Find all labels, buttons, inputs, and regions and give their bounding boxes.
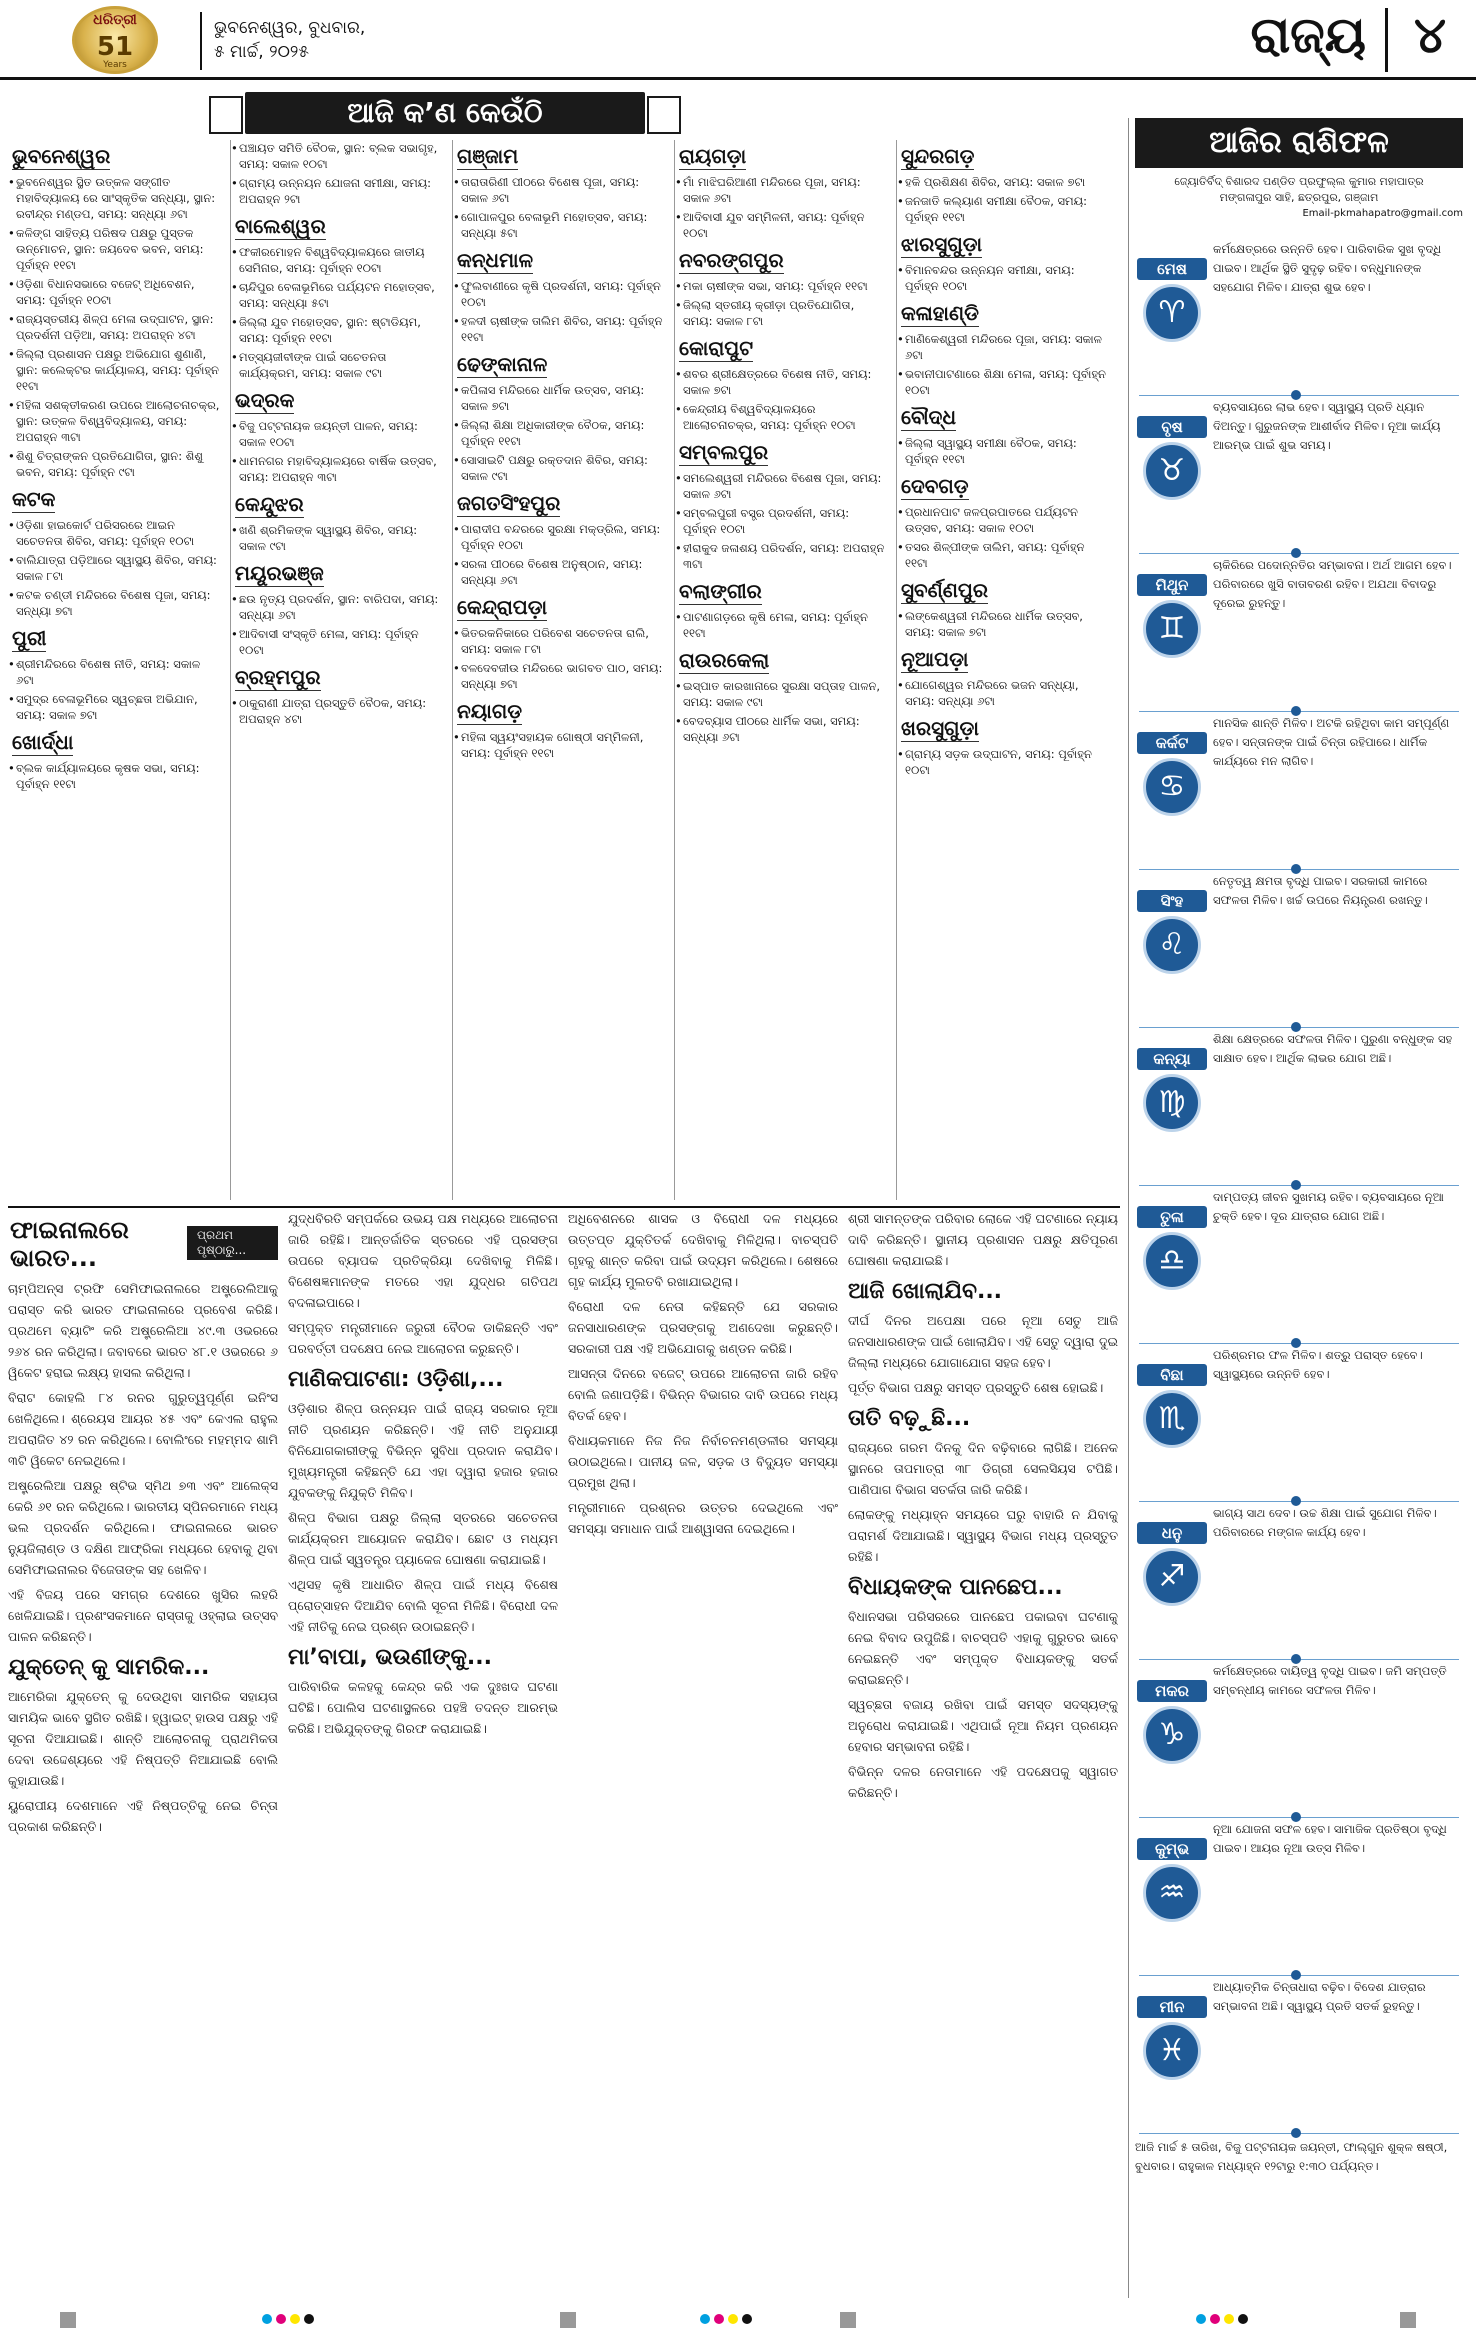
event-item: • ପଞ୍ଚାୟତ ସମିତି ବୈଠକ, ସ୍ଥାନ: ବ୍ଲକ ସଭାଗୃହ, ସମୟ: ସକାଳ ୧୦ଟା (231, 140, 448, 175)
city-heading: ଗଞ୍ଜାମ (457, 144, 519, 168)
article-paragraph: ଏହି ବିଜୟ ପରେ ସମଗ୍ର ଦେଶରେ ଖୁସିର ଲହରି ଖେଳିଯାଇଛି। ପ୍ରଶଂସକମାନେ ରାସ୍ତାକୁ ଓହ୍ଲାଇ ଉତ୍ସବ ପାଳନ କରିଛନ୍ତି। (8, 1587, 278, 1644)
zodiac-prediction: ଶିକ୍ଷା କ୍ଷେତ୍ରରେ ସଫଳତା ମିଳିବ। ପୁରୁଣା ବନ୍ଧୁଙ୍କ ସହ ସାକ୍ଷାତ ହେବ। ଆର୍ଥିକ ଲାଭର ଯୋଗ ଅଛି। (1213, 1032, 1453, 1065)
city-heading: ବ୍ରହ୍ମପୁର (235, 665, 321, 689)
city-heading: ଭଦ୍ରକ (235, 388, 295, 412)
event-item: • ବେଦବ୍ୟାସ ପୀଠରେ ଧାର୍ମିକ ସଭା, ସମୟ: ସନ୍ଧ୍ୟା ୬ଟା (675, 713, 892, 748)
zodiac-prediction: ଆଧ୍ୟାତ୍ମିକ ଚିନ୍ତାଧାରା ବଢ଼ିବ। ବିଦେଶ ଯାତ୍ରାର ସମ୍ଭାବନା ଅଛି। ସ୍ୱାସ୍ଥ୍ୟ ପ୍ରତି ସତର୍କ ରୁହନ୍ତୁ। (1213, 1980, 1426, 2013)
zodiac-entry (1129, 552, 1469, 710)
city-heading: ଢେଙ୍କାନାଳ (457, 352, 548, 376)
zodiac-prediction: ନୂଆ ଯୋଜନା ସଫଳ ହେବ। ସାମାଜିକ ପ୍ରତିଷ୍ଠା ବୃଦ୍ଧି ପାଇବ। ଆୟର ନୂଆ ଉତ୍ସ ମିଳିବ। (1213, 1822, 1447, 1855)
zodiac-entry (1129, 1974, 1469, 2132)
zodiac-entry (1129, 1184, 1469, 1342)
event-item: • ହକି ପ୍ରଶିକ୍ଷଣ ଶିବିର, ସମୟ: ସକାଳ ୭ଟା (897, 174, 1114, 193)
event-item: • ମକା ଚାଷୀଙ୍କ ସଭା, ସମୟ: ପୂର୍ବାହ୍ନ ୧୧ଟା (675, 278, 892, 297)
zodiac-name: ମକର (1137, 1680, 1207, 1702)
headline-final[interactable]: ଫାଇନାଲରେ ଭାରତ... (10, 1216, 129, 1272)
article-final-body (8, 1278, 278, 1647)
zodiac-entry (1129, 868, 1469, 1026)
zodiac-entry (1129, 710, 1469, 868)
zodiac-badge (1137, 1680, 1207, 1764)
article-paragraph: ଅଷ୍ଟ୍ରେଲିଆ ପକ୍ଷରୁ ଷ୍ଟିଭ ସ୍ମିଥ ୭୩ ଏବଂ ଆଲେକ୍ସ କେରି ୬୧ ରନ କରିଥିଲେ। ଭାରତୀୟ ସ୍ପିନରମାନେ ମଧ୍ୟ ଭଲ ପ୍ରଦର୍ଶନ କରିଥିଲେ। ଫାଇନାଲରେ ଭାରତ ନ୍ୟୁଜିଲାଣ୍ଡ ଓ ଦକ୍ଷିଣ ଆଫ୍ରିକା ମଧ୍ୟରେ ହେବାକୁ ଥିବା ସେମିଫାଇନାଲର ବିଜେତାଙ୍କ ସହ ଖେଳିବ। (8, 1478, 278, 1577)
zodiac-badge (1137, 574, 1207, 658)
event-item: • ମାଣିକେଶ୍ୱରୀ ମନ୍ଦିରରେ ପୂଜା, ସମୟ: ସକାଳ ୬ଟା (897, 331, 1114, 366)
article-paragraph: ଶିଳ୍ପ ବିଭାଗ ପକ୍ଷରୁ ଜିଲ୍ଲା ସ୍ତରରେ ସଚେତନତା କାର୍ଯ୍ୟକ୍ରମ ଆୟୋଜନ କରାଯିବ। ଛୋଟ ଓ ମଧ୍ୟମ ଶିଳ୍ପ ପାଇଁ ସ୍ୱତନ୍ତ୍ର ପ୍ୟାକେଜ ଘୋଷଣା କରାଯାଇଛି। (288, 1510, 558, 1567)
event-item: • ଶିଶୁ ଚିତ୍ରାଙ୍କନ ପ୍ରତିଯୋଗିତା, ସ୍ଥାନ: ଶିଶୁ ଭବନ, ସମୟ: ପୂର୍ବାହ୍ନ ୯ଟା (8, 448, 226, 483)
city-heading: କଟକ (12, 487, 56, 511)
city-heading: ମୟୂରଭଞ୍ଜ (235, 561, 324, 585)
zodiac-prediction: କର୍ମକ୍ଷେତ୍ରରେ ଉନ୍ନତି ହେବ। ପାରିବାରିକ ସୁଖ ବୃଦ୍ଧି ପାଇବ। ଆର୍ଥିକ ସ୍ଥିତି ସୁଦୃଢ଼ ରହିବ। ବନ୍ଧୁମାନଙ୍କ ସହଯୋଗ ମିଳିବ। ଯାତ୍ରା ଶୁଭ ହେବ। (1213, 242, 1442, 294)
event-item: • ଓଡ଼ିଶା ବିଧାନସଭାରେ ବଜେଟ୍ ଅଧିବେଶନ, ସମୟ: ପୂର୍ବାହ୍ନ ୧୦ଟା (8, 276, 226, 311)
article-paragraph: ପୂର୍ତ୍ତ ବିଭାଗ ପକ୍ଷରୁ ସମସ୍ତ ପ୍ରସ୍ତୁତି ଶେଷ ହୋଇଛି। (848, 1380, 1104, 1395)
zodiac-prediction: ଚାକିରିରେ ପଦୋନ୍ନତିର ସମ୍ଭାବନା। ଅର୍ଥ ଆଗମ ହେବ। ପରିବାରରେ ଖୁସି ବାତାବରଣ ରହିବ। ଅଯଥା ବିବାଦରୁ ଦୂରେଇ ରୁହନ୍ତୁ। (1213, 558, 1452, 610)
article-paragraph: ସ୍ୱଚ୍ଛତା ବଜାୟ ରଖିବା ପାଇଁ ସମସ୍ତ ସଦସ୍ୟଙ୍କୁ ଅନୁରୋଧ କରାଯାଇଛି। ଏଥିପାଇଁ ନୂଆ ନିୟମ ପ୍ରଣୟନ ହେବାର ସମ୍ଭାବନା ରହିଛି। (848, 1697, 1118, 1754)
dateline-date: ୫ ମାର୍ଚ୍ଚ, ୨୦୨୫ (214, 42, 309, 62)
event-item: • ଜିଲ୍ଲା ସ୍ୱାସ୍ଥ୍ୟ ସମୀକ୍ଷା ବୈଠକ, ସମୟ: ପୂର୍ବାହ୍ନ ୧୧ଟା (897, 435, 1114, 470)
section-divider (1385, 8, 1388, 72)
article-heat-body (848, 1437, 1118, 1567)
event-item: • ଜିଲ୍ଲା ସ୍ତରୀୟ କ୍ରୀଡ଼ା ପ୍ରତିଯୋଗିତା, ସମୟ: ସକାଳ ୮ଟା (675, 297, 892, 332)
headline-mla[interactable]: ବିଧାୟକଙ୍କ ପାନଛେପ... (848, 1575, 1063, 1600)
article-paragraph: ଏଥିସହ କୃଷି ଆଧାରିତ ଶିଳ୍ପ ପାଇଁ ମଧ୍ୟ ବିଶେଷ ପ୍ରୋତ୍ସାହନ ଦିଆଯିବ ବୋଲି ସୂଚନା ମିଳିଛି। ବିରୋଧୀ ଦଳ ଏହି ନୀତିକୁ ନେଇ ପ୍ରଶ୍ନ ଉଠାଇଛନ୍ତି। (288, 1577, 558, 1634)
news-column-1 (8, 1208, 278, 2298)
city-heading: ଖରସୁଗୁଡ଼ା (901, 716, 979, 740)
event-item: • ଠାକୁରାଣୀ ଯାତ୍ରା ପ୍ରସ୍ତୁତି ବୈଠକ, ସମୟ: ଅପରାହ୍ନ ୪ଟା (231, 695, 448, 730)
events-banner: ଆଜି କ’ଣ କେଉଁଠି (245, 92, 645, 134)
headline-manikapatna[interactable]: ମାଣିକପାଟଣା: ଓଡ଼ିଶା,... (288, 1367, 504, 1392)
article-continued-body (288, 1208, 558, 1359)
event-item: • ପ୍ରଧାନପାଟ ଜଳପ୍ରପାତରେ ପର୍ଯ୍ୟଟନ ଉତ୍ସବ, ସମୟ: ସକାଳ ୧୦ଟା (897, 504, 1114, 539)
scorpio-icon: ♏ (1143, 1390, 1201, 1448)
headline-opening[interactable]: ଆଜି ଖୋଲାଯିବ... (848, 1279, 1003, 1304)
article-opening-body (848, 1310, 1118, 1398)
events-column (230, 140, 448, 1200)
article-paragraph: ରାଜ୍ୟରେ ଗରମ ଦିନକୁ ଦିନ ବଢ଼ିବାରେ ଲାଗିଛି। ଅନେକ ସ୍ଥାନରେ ତାପମାତ୍ରା ୩୮ ଡିଗ୍ରୀ ସେଲସିୟସ ଟପିଛି। ପାଣିପାଗ ବିଭାଗ ସତର୍କତା ଜାରି କରିଛି। (848, 1440, 1118, 1497)
city-heading: କୋରାପୁଟ (679, 336, 754, 360)
event-item: • ଜନଜାତି କଲ୍ୟାଣ ସମୀକ୍ଷା ବୈଠକ, ସମୟ: ପୂର୍ବାହ୍ନ ୧୧ଟା (897, 193, 1114, 228)
event-item: • ଭବାନୀପାଟଣାରେ ଶିକ୍ଷା ମେଳା, ସମୟ: ପୂର୍ବାହ୍ନ ୧୦ଟା (897, 366, 1114, 401)
zodiac-name: ସିଂହ (1137, 890, 1207, 912)
taurus-icon: ♉ (1143, 442, 1201, 500)
horoscope-title: ଆଜିର ରାଶିଫଳ (1135, 118, 1463, 168)
event-item: • ହୀରାକୁଦ ଜଳାଶୟ ପରିଦର୍ଶନ, ସମୟ: ଅପରାହ୍ନ ୩ଟା (675, 540, 892, 575)
zodiac-badge (1137, 890, 1207, 974)
article-paragraph: ମନ୍ତ୍ରୀମାନେ ପ୍ରଶ୍ନର ଉତ୍ତର ଦେଇଥିଲେ ଏବଂ ସମସ୍ୟା ସମାଧାନ ପାଇଁ ଆଶ୍ୱାସନା ଦେଇଥିଲେ। (568, 1500, 838, 1536)
event-item: • ବିମାନବନ୍ଦର ଉନ୍ନୟନ ସମୀକ୍ଷା, ସମୟ: ପୂର୍ବାହ୍ନ ୧୦ଟା (897, 262, 1114, 297)
article-paragraph: ଯୁଦ୍ଧବିରତି ସମ୍ପର୍କରେ ଉଭୟ ପକ୍ଷ ମଧ୍ୟରେ ଆଲୋଚନା ଜାରି ରହିଛି। ଆନ୍ତର୍ଜାତିକ ସ୍ତରରେ ଏହି ପ୍ରସଙ୍ଗ ଉପରେ ବ୍ୟାପକ ପ୍ରତିକ୍ରିୟା ଦେଖିବାକୁ ମିଳିଛି। ବିଶେଷଜ୍ଞମାନଙ୍କ ମତରେ ଏହା ଯୁଦ୍ଧର ଗତିପଥ ବଦଳାଇପାରେ। (288, 1211, 558, 1310)
event-item: • ମହିଳା ସଶକ୍ତୀକରଣ ଉପରେ ଆଲୋଚନାଚକ୍ର, ସ୍ଥାନ: ଉତ୍କଳ ବିଶ୍ୱବିଦ୍ୟାଳୟ, ସମୟ: ଅପରାହ୍ନ ୩ଟା (8, 397, 226, 448)
event-item: • ସୋସାଇଟି ପକ୍ଷରୁ ରକ୍ତଦାନ ଶିବିର, ସମୟ: ସକାଳ ୯ଟା (453, 452, 670, 487)
zodiac-name: କୁମ୍ଭ (1137, 1838, 1207, 1860)
dateline (214, 16, 365, 64)
cmyk-dots (700, 2314, 752, 2330)
news-column-4 (848, 1208, 1118, 2298)
city-heading: ବୌଦ୍ଧ (901, 405, 956, 429)
city-heading: କେନ୍ଦ୍ରାପଡ଼ା (457, 595, 548, 619)
logo-brand: ଧରିତ୍ରୀ (93, 12, 137, 28)
event-item: • ମହିଳା ସ୍ୱୟଂସହାୟକ ଗୋଷ୍ଠୀ ସମ୍ମିଳନୀ, ସମୟ: ପୂର୍ବାହ୍ନ ୧୧ଟା (453, 729, 670, 764)
event-item: • ବିଜୁ ପଟ୍ଟନାୟକ ଜୟନ୍ତୀ ପାଳନ, ସମୟ: ସକାଳ ୧୦ଟା (231, 418, 448, 453)
gemini-icon: ♊ (1143, 600, 1201, 658)
event-item: • ଧାମନଗର ମହାବିଦ୍ୟାଳୟରେ ବାର୍ଷିକ ଉତ୍ସବ, ସମୟ: ଅପରାହ୍ନ ୩ଟା (231, 453, 448, 488)
article-assembly-body (568, 1208, 838, 1539)
events-column (452, 140, 670, 1200)
city-heading: ସମ୍ବଲପୁର (679, 440, 769, 464)
zodiac-name: ମିଥୁନ (1137, 574, 1207, 596)
event-item: • ଖଣି ଶ୍ରମିକଙ୍କ ସ୍ୱାସ୍ଥ୍ୟ ଶିବିର, ସମୟ: ସକାଳ ୯ଟା (231, 522, 448, 557)
article-paragraph: ବିଭିନ୍ନ ଦଳର ନେତାମାନେ ଏହି ପଦକ୍ଷେପକୁ ସ୍ୱାଗତ କରିଛନ୍ତି। (848, 1764, 1118, 1800)
cmyk-dots (1196, 2314, 1248, 2330)
zodiac-prediction: ପରିଶ୍ରମର ଫଳ ମିଳିବ। ଶତ୍ରୁ ପରାସ୍ତ ହେବେ। ସ୍ୱାସ୍ଥ୍ୟରେ ଉନ୍ନତି ହେବ। (1213, 1348, 1423, 1381)
gray-swatch (840, 2312, 856, 2328)
zodiac-badge (1137, 1048, 1207, 1132)
event-item: • ଜିଲ୍ଲା ଶିକ୍ଷା ଅଧିକାରୀଙ୍କ ବୈଠକ, ସମୟ: ପୂର୍ବାହ୍ନ ୧୧ଟା (453, 417, 670, 452)
article-mla-body (848, 1606, 1118, 1803)
astrologer-address: ମଙ୍ଗଳାପୁର ସାହି, ଛତ୍ରପୁର, ଗଞ୍ଜାମ (1219, 191, 1379, 204)
event-item: • ସରଳା ପୀଠରେ ବିଶେଷ ଅନୁଷ୍ଠାନ, ସମୟ: ସନ୍ଧ୍ୟା ୬ଟା (453, 556, 670, 591)
virgo-icon: ♍ (1143, 1074, 1201, 1132)
zodiac-name: ଧନୁ (1137, 1522, 1207, 1544)
article-samanta-body (848, 1208, 1118, 1271)
event-item: • ରାଜ୍ୟସ୍ତରୀୟ ଶିଳ୍ପ ମେଳା ଉଦ୍‌ଘାଟନ, ସ୍ଥାନ: ପ୍ରଦର୍ଶନୀ ପଡ଼ିଆ, ସମୟ: ଅପରାହ୍ନ ୪ଟା (8, 311, 226, 346)
gray-swatch (1400, 2312, 1416, 2328)
city-heading: ଭୁବନେଶ୍ୱର (12, 144, 111, 168)
zodiac-name: କର୍କଟ (1137, 732, 1207, 754)
event-item: • ଛଉ ନୃତ୍ୟ ପ୍ରଦର୍ଶନ, ସ୍ଥାନ: ବାରିପଦା, ସମୟ: ସନ୍ଧ୍ୟା ୬ଟା (231, 591, 448, 626)
zodiac-entry (1129, 394, 1469, 552)
event-item: • କେନ୍ଦ୍ରୀୟ ବିଶ୍ୱବିଦ୍ୟାଳୟରେ ଆଲୋଚନାଚକ୍ର, ସମୟ: ପୂର୍ବାହ୍ନ ୧୦ଟା (675, 401, 892, 436)
city-heading: ବଲାଙ୍ଗୀର (679, 579, 762, 603)
event-item: • ଭିତରକନିକାରେ ପରିବେଶ ସଚେତନତା ରାଲି, ସମୟ: ସକାଳ ୮ଟା (453, 625, 670, 660)
event-item: • ପାରାଦୀପ ବନ୍ଦରରେ ସୁରକ୍ଷା ମକ୍‌ଡ୍ରିଲ, ସମୟ: ପୂର୍ବାହ୍ନ ୧୦ଟା (453, 521, 670, 556)
article-parents-body (288, 1676, 558, 1739)
event-item: • ଲଙ୍କେଶ୍ୱରୀ ମନ୍ଦିରରେ ଧାର୍ମିକ ଉତ୍ସବ, ସମୟ: ସକାଳ ୭ଟା (897, 608, 1114, 643)
aquarius-icon: ♒ (1143, 1864, 1201, 1922)
city-heading: ନୂଆପଡ଼ା (901, 647, 969, 671)
city-heading: ନୟାଗଡ଼ (457, 699, 523, 723)
cancer-icon: ♋ (1143, 758, 1201, 816)
article-paragraph: ଆସନ୍ତା ଦିନରେ ବଜେଟ୍ ଉପରେ ଆଲୋଚନା ଜାରି ରହିବ ବୋଲି ଜଣାପଡ଼ିଛି। ବିଭିନ୍ନ ବିଭାଗର ଦାବି ଉପରେ ମଧ୍ୟ ବିତର୍କ ହେବ। (568, 1366, 838, 1423)
article-paragraph: ବିଧାୟକମାନେ ନିଜ ନିଜ ନିର୍ବାଚନମଣ୍ଡଳୀର ସମସ୍ୟା ଉଠାଇଥିଲେ। ପାନୀୟ ଜଳ, ସଡ଼କ ଓ ବିଦ୍ୟୁତ ସମସ୍ୟା ପ୍ରମୁଖ ଥିଲା। (568, 1433, 838, 1490)
article-paragraph: ଅଧିବେଶନରେ ଶାସକ ଓ ବିରୋଧୀ ଦଳ ମଧ୍ୟରେ ଉତ୍ତପ୍ତ ଯୁକ୍ତିତର୍କ ଦେଖିବାକୁ ମିଳିଥିଲା। ବାଚସ୍ପତି ଗୃହକୁ ଶାନ୍ତ କରିବା ପାଇଁ ଉଦ୍ୟମ କରିଥିଲେ। ଶେଷରେ ଗୃହ କାର୍ଯ୍ୟ ମୁଲତବି ରଖାଯାଇଥିଲା। (568, 1211, 838, 1289)
astrologer-email: Email-pkmahapatro@gmail.com (1302, 208, 1463, 219)
event-item: • ଆଦିବାସୀ ସଂସ୍କୃତି ମେଳା, ସମୟ: ପୂର୍ବାହ୍ନ ୧୦ଟା (231, 626, 448, 661)
event-item: • ଚାନ୍ଦିପୁର ବେଳାଭୂମିରେ ପର୍ଯ୍ୟଟନ ମହୋତ୍ସବ, ସମୟ: ସନ୍ଧ୍ୟା ୫ଟା (231, 279, 448, 314)
logo-years: Years (103, 60, 127, 70)
gray-swatch (60, 2312, 76, 2328)
event-item: • ଓଡ଼ିଶା ହାଇକୋର୍ଟ ପରିସରରେ ଆଇନ ସଚେତନତା ଶିବିର, ସମୟ: ପୂର୍ବାହ୍ନ ୧୦ଟା (8, 517, 226, 552)
event-item: • କପିଳାସ ମନ୍ଦିରରେ ଧାର୍ମିକ ଉତ୍ସବ, ସମୟ: ସକାଳ ୭ଟା (453, 382, 670, 417)
zodiac-prediction: ବ୍ୟବସାୟରେ ଲାଭ ହେବ। ସ୍ୱାସ୍ଥ୍ୟ ପ୍ରତି ଧ୍ୟାନ ଦିଅନ୍ତୁ। ଗୁରୁଜନଙ୍କ ଆଶୀର୍ବାଦ ମିଳିବ। ନୂଆ କାର୍ଯ୍ୟ ଆରମ୍ଭ ପାଇଁ ଶୁଭ ସମୟ। (1213, 400, 1441, 452)
city-heading: ନବରଙ୍ଗପୁର (679, 248, 784, 272)
city-heading: ଖୋର୍ଦ୍ଧା (12, 730, 74, 754)
article-paragraph: ଆମେରିକା ଯୁକ୍ତେନ୍ କୁ ଦେଉଥିବା ସାମରିକ ସହାୟତା ସାମୟିକ ଭାବେ ସ୍ଥଗିତ ରଖିଛି। ହ୍ୱାଇଟ୍ ହାଉସ ପକ୍ଷରୁ ଏହି ସୂଚନା ଦିଆଯାଇଛି। ଶାନ୍ତି ଆଲୋଚନାକୁ ପ୍ରାଥମିକତା ଦେବା ଉଦ୍ଦେଶ୍ୟରେ ଏହି ନିଷ୍ପତ୍ତି ନିଆଯାଇଛି ବୋଲି କୁହାଯାଉଛି। (8, 1689, 278, 1788)
libra-icon: ♎ (1143, 1232, 1201, 1290)
article-paragraph: ପାରିବାରିକ କଳହକୁ କେନ୍ଦ୍ର କରି ଏକ ଦୁଃଖଦ ଘଟଣା ଘଟିଛି। ପୋଲିସ ଘଟଣାସ୍ଥଳରେ ପହଞ୍ଚି ତଦନ୍ତ ଆରମ୍ଭ କରିଛି। ଅଭିଯୁକ୍ତଙ୍କୁ ଗିରଫ କରାଯାଇଛି। (288, 1679, 558, 1736)
event-item: • ଆଦିବାସୀ ଯୁବ ସମ୍ମିଳନୀ, ସମୟ: ପୂର୍ବାହ୍ନ ୧୦ଟା (675, 209, 892, 244)
event-item: • ଜିଲ୍ଲା ଯୁବ ମହୋତ୍ସବ, ସ୍ଥାନ: ଷ୍ଟାଡିୟମ, ସମୟ: ପୂର୍ବାହ୍ନ ୧୧ଟା (231, 314, 448, 349)
article-paragraph: ୟୁରୋପୀୟ ଦେଶମାନେ ଏହି ନିଷ୍ପତ୍ତିକୁ ନେଇ ଚିନ୍ତା ପ୍ରକାଶ କରିଛନ୍ତି। (8, 1798, 278, 1834)
zodiac-name: ମେଷ (1137, 258, 1207, 280)
event-item: • ହଳଦୀ ଚାଷୀଙ୍କ ତାଲିମ ଶିବିର, ସମୟ: ପୂର୍ବାହ୍ନ ୧୧ଟା (453, 313, 670, 348)
event-item: • କଟକ ଚଣ୍ଡୀ ମନ୍ଦିରରେ ବିଶେଷ ପୂଜା, ସମୟ: ସନ୍ଧ୍ୟା ୭ଟା (8, 587, 226, 622)
dateline-place-day: ଭୁବନେଶ୍ୱର, ବୁଧବାର, (214, 18, 366, 38)
event-item: • ମତ୍ସ୍ୟଜୀବୀଙ୍କ ପାଇଁ ସଚେତନତା କାର୍ଯ୍ୟକ୍ରମ, ସମୟ: ସକାଳ ୯ଟା (231, 349, 448, 384)
event-item: • ବ୍ଲକ କାର୍ଯ୍ୟାଳୟରେ କୃଷକ ସଭା, ସମୟ: ପୂର୍ବାହ୍ନ ୧୧ଟା (8, 760, 226, 795)
event-item: • ତାରାତାରିଣୀ ପୀଠରେ ବିଶେଷ ପୂଜା, ସମୟ: ସକାଳ ୬ଟା (453, 174, 670, 209)
event-item: • ସମୁଦ୍ର ବେଳାଭୂମିରେ ସ୍ୱଚ୍ଛତା ଅଭିଯାନ, ସମୟ: ସକାଳ ୭ଟା (8, 691, 226, 726)
continued-tag: ପ୍ରଥମ ପୃଷ୍ଠାରୁ... (187, 1226, 278, 1260)
event-item: • ଗ୍ରାମ୍ୟ ଉନ୍ନୟନ ଯୋଜନା ସମୀକ୍ଷା, ସମୟ: ଅପରାହ୍ନ ୨ଟା (231, 175, 448, 210)
zodiac-name: କନ୍ୟା (1137, 1048, 1207, 1070)
news-column-2 (288, 1208, 558, 2298)
event-item: • କଳିଙ୍ଗ ସାହିତ୍ୟ ପରିଷଦ ପକ୍ଷରୁ ପୁସ୍ତକ ଉନ୍ମୋଚନ, ସ୍ଥାନ: ଜୟଦେବ ଭବନ, ସମୟ: ପୂର୍ବାହ୍ନ ୧୧ଟା (8, 225, 226, 276)
city-heading: ଦେବଗଡ଼ (901, 474, 969, 498)
city-heading: ଜଗତସିଂହପୁର (457, 491, 561, 515)
article-paragraph: ବିରୋଧୀ ଦଳ ନେତା କହିଛନ୍ତି ଯେ ସରକାର ଜନସାଧାରଣଙ୍କ ପ୍ରସଙ୍ଗକୁ ଅଣଦେଖା କରୁଛନ୍ତି। ସରକାରୀ ପକ୍ଷ ଏହି ଅଭିଯୋଗକୁ ଖଣ୍ଡନ କରିଛି। (568, 1299, 838, 1356)
anniversary-logo (50, 6, 180, 74)
zodiac-badge (1137, 1996, 1207, 2080)
astrologer-info (1135, 174, 1463, 222)
event-item: • ସମଲେଶ୍ୱରୀ ମନ୍ଦିରରେ ବିଶେଷ ପୂଜା, ସମୟ: ସକାଳ ୬ଟା (675, 470, 892, 505)
event-item: • ବାଲିଯାତ୍ରା ପଡ଼ିଆରେ ସ୍ୱାସ୍ଥ୍ୟ ଶିବିର, ସମୟ: ସକାଳ ୮ଟା (8, 552, 226, 587)
zodiac-prediction: ନେତୃତ୍ୱ କ୍ଷମତା ବୃଦ୍ଧି ପାଇବ। ସରକାରୀ କାମରେ ସଫଳତା ମିଳିବ। ଖର୍ଚ୍ଚ ଉପରେ ନିୟନ୍ତ୍ରଣ ରଖନ୍ତୁ। (1213, 874, 1428, 907)
event-item: • ଇସ୍ପାତ କାରଖାନାରେ ସୁରକ୍ଷା ସପ୍ତାହ ପାଳନ, ସମୟ: ସକାଳ ୯ଟା (675, 678, 892, 713)
logo-number: 51 (96, 32, 134, 62)
events-column (896, 140, 1114, 1200)
horoscope-panel (1128, 118, 1468, 2298)
events-column (8, 140, 226, 1200)
event-item: • ଗ୍ରାମ୍ୟ ସଡ଼କ ଉଦ୍‌ଘାଟନ, ସମୟ: ପୂର୍ବାହ୍ନ ୧୦ଟା (897, 746, 1114, 781)
zodiac-badge (1137, 732, 1207, 816)
news-section (8, 1206, 1120, 2296)
zodiac-prediction: କର୍ମକ୍ଷେତ୍ରରେ ଦାୟିତ୍ୱ ବୃଦ୍ଧି ପାଇବ। ଜମି ସମ୍ପତ୍ତି ସମ୍ବନ୍ଧୀୟ କାମରେ ସଫଳତା ମିଳିବ। (1213, 1664, 1447, 1697)
zodiac-entry (1129, 1816, 1469, 1974)
gray-swatch (560, 2312, 576, 2328)
zodiac-badge (1137, 1206, 1207, 1290)
zodiac-entry (1129, 1026, 1469, 1184)
event-item: • ଜିଲ୍ଲା ପ୍ରଶାସନ ପକ୍ଷରୁ ଅଭିଯୋଗ ଶୁଣାଣି, ସ୍ଥାନ: କଲେକ୍ଟର କାର୍ଯ୍ୟାଳୟ, ସମୟ: ପୂର୍ବାହ୍ନ ୧୧ଟା (8, 346, 226, 397)
capricorn-icon: ♑ (1143, 1706, 1201, 1764)
article-paragraph: ଚାମ୍ପିଅନ୍ସ ଟ୍ରଫି ସେମିଫାଇନାଲରେ ଅଷ୍ଟ୍ରେଲିଆକୁ ପରାସ୍ତ କରି ଭାରତ ଫାଇନାଲରେ ପ୍ରବେଶ କରିଛି। ପ୍ରଥମେ ବ୍ୟାଟିଂ କରି ଅଷ୍ଟ୍ରେଲିଆ ୪୯.୩ ଓଭରରେ ୨୬୪ ରନ କରିଥିଲା। ଜବାବରେ ଭାରତ ୪୮.୧ ଓଭରରେ ୬ ୱିକେଟ ହରାଇ ଲକ୍ଷ୍ୟ ହାସଲ କରିଥିଲା। (8, 1281, 278, 1380)
sagittarius-icon: ♐ (1143, 1548, 1201, 1606)
article-paragraph: ଦୀର୍ଘ ଦିନର ଅପେକ୍ଷା ପରେ ନୂଆ ସେତୁ ଆଜି ଜନସାଧାରଣଙ୍କ ପାଇଁ ଖୋଲାଯିବ। ଏହି ସେତୁ ଦ୍ୱାରା ଦୁଇ ଜିଲ୍ଲା ମଧ୍ୟରେ ଯୋଗାଯୋଗ ସହଜ ହେବ। (848, 1313, 1118, 1370)
masthead-divider (200, 12, 202, 70)
city-heading: କନ୍ଧମାଳ (457, 248, 534, 272)
panchang-note: ଆଜି ମାର୍ଚ୍ଚ ୫ ତାରିଖ, ବିଜୁ ପଟ୍ଟନାୟକ ଜୟନ୍ତୀ, ଫାଲ୍‌ଗୁନ ଶୁକ୍ଳ ଷଷ୍ଠୀ, ବୁଧବାର। ରାହୁକାଳ ମଧ୍ୟାହ୍ନ ୧୨ଟାରୁ ୧:୩୦ ପର୍ଯ୍ୟନ୍ତ। (1135, 2140, 1448, 2173)
event-item: • ସମ୍ବଲପୁରୀ ବସ୍ତ୍ର ପ୍ରଦର୍ଶନୀ, ସମୟ: ପୂର୍ବାହ୍ନ ୧୦ଟା (675, 505, 892, 540)
event-item: • ଗୋପାଳପୁର ବେଳାଭୂମି ମହୋତ୍ସବ, ସମୟ: ସନ୍ଧ୍ୟା ୫ଟା (453, 209, 670, 244)
astrologer-name: ଜ୍ୟୋତିର୍ବିଦ୍ ବିଶାରଦ ପଣ୍ଡିତ ପ୍ରଫୁଲ୍ଲ କୁମାର ମହାପାତ୍ର (1174, 175, 1424, 188)
zodiac-badge (1137, 1522, 1207, 1606)
pisces-icon: ♓ (1143, 2022, 1201, 2080)
city-heading: ବାଲେଶ୍ୱର (235, 214, 326, 238)
headline-heat[interactable]: ତାତି ବଢ଼ୁଛି... (848, 1406, 971, 1431)
event-item: • ଶ୍ରୀମନ୍ଦିରରେ ବିଶେଷ ନୀତି, ସମୟ: ସକାଳ ୬ଟା (8, 656, 226, 691)
event-item: • ପାଟଣାଗଡ଼ରେ କୃଷି ମେଳା, ସମୟ: ପୂର୍ବାହ୍ନ ୧୧ଟା (675, 609, 892, 644)
events-column (674, 140, 892, 1200)
page-number: ୪ (1413, 6, 1446, 64)
zodiac-badge (1137, 416, 1207, 500)
leo-icon: ♌ (1143, 916, 1201, 974)
city-heading: କଳାହାଣ୍ଡି (901, 301, 979, 325)
event-item: • ତସର ଶିଳ୍ପୀଙ୍କ ତାଲିମ, ସମୟ: ପୂର୍ବାହ୍ନ ୧୧ଟା (897, 539, 1114, 574)
zodiac-prediction: ଦାମ୍ପତ୍ୟ ଜୀବନ ସୁଖମୟ ରହିବ। ବ୍ୟବସାୟରେ ନୂଆ ଚୁକ୍ତି ହେବ। ଦୂର ଯାତ୍ରାର ଯୋଗ ଅଛି। (1213, 1190, 1444, 1223)
city-heading: ସୁନ୍ଦରଗଡ଼ (901, 144, 975, 168)
headline-ukraine[interactable]: ଯୁକ୍ତେନ୍ କୁ ସାମରିକ... (8, 1655, 210, 1680)
city-heading: ରାୟଗଡ଼ା (679, 144, 747, 168)
city-heading: ରାଉରକେଲା (679, 648, 770, 672)
zodiac-entry (1129, 236, 1469, 394)
zodiac-badge (1137, 258, 1207, 342)
zodiac-name: ମୀନ (1137, 1996, 1207, 2018)
zodiac-entry (1129, 1342, 1469, 1500)
article-ukraine-body (8, 1686, 278, 1837)
news-column-3 (568, 1208, 838, 2298)
event-item: • ଫକୀରମୋହନ ବିଶ୍ୱବିଦ୍ୟାଳୟରେ ଜାତୀୟ ସେମିନାର, ସମୟ: ପୂର୍ବାହ୍ନ ୧୦ଟା (231, 244, 448, 279)
zodiac-name: ତୁଳା (1137, 1206, 1207, 1228)
zodiac-name: ବିଛା (1137, 1364, 1207, 1386)
event-item: • ଯୋଗେଶ୍ୱର ମନ୍ଦିରରେ ଭଜନ ସନ୍ଧ୍ୟା, ସମୟ: ସନ୍ଧ୍ୟା ୬ଟା (897, 677, 1114, 712)
article-paragraph: ବିରାଟ କୋହଲି ୮୪ ରନର ଗୁରୁତ୍ୱପୂର୍ଣ୍ଣ ଇନିଂସ ଖେଳିଥିଲେ। ଶ୍ରେୟସ ଆୟର ୪୫ ଏବଂ କେଏଲ ରାହୁଲ ଅପରାଜିତ ୪୨ ରନ କରିଥିଲେ। ବୋଲିଂରେ ମହମ୍ମଦ ଶାମି ୩ଟି ୱିକେଟ ନେଇଥିଲେ। (8, 1390, 278, 1468)
event-item: • ଭୁବନେଶ୍ୱର ସ୍ଥିତ ଉତ୍କଳ ସଙ୍ଗୀତ ମହାବିଦ୍ୟାଳୟ ରେ ସାଂସ୍କୃତିକ ସନ୍ଧ୍ୟା, ସ୍ଥାନ: ରବୀନ୍ଦ୍ର ମଣ୍ଡପ, ସମୟ: ସନ୍ଧ୍ୟା ୬ଟା (8, 174, 226, 225)
article-paragraph: ବିଧାନସଭା ପରିସରରେ ପାନଛେପ ପକାଇବା ଘଟଣାକୁ ନେଇ ବିବାଦ ଉପୁଜିଛି। ବାଚସ୍ପତି ଏହାକୁ ଗୁରୁତର ଭାବେ ନେଇଛନ୍ତି ଏବଂ ସମ୍ପୃକ୍ତ ବିଧାୟକଙ୍କୁ ସତର୍କ କରାଇଛନ୍ତି। (848, 1609, 1118, 1687)
print-registration-marks (0, 2304, 1476, 2339)
article-paragraph: ଶ୍ରୀ ସାମନ୍ତଙ୍କ ପରିବାର ଲୋକେ ଏହି ଘଟଣାରେ ନ୍ୟାୟ ଦାବି କରିଛନ୍ତି। ସ୍ଥାନୀୟ ପ୍ରଶାସନ ପକ୍ଷରୁ କ୍ଷତିପୂରଣ ଘୋଷଣା କରାଯାଇଛି। (848, 1211, 1118, 1268)
article-paragraph: ସମ୍ପୃକ୍ତ ମନ୍ତ୍ରୀମାନେ ଜରୁରୀ ବୈଠକ ଡାକିଛନ୍ତି ଏବଂ ପରବର୍ତ୍ତୀ ପଦକ୍ଷେପ ନେଇ ଆଲୋଚନା କରୁଛନ୍ତି। (288, 1320, 558, 1356)
article-manikapatna-body (288, 1398, 558, 1637)
article-paragraph: ଲୋକଙ୍କୁ ମଧ୍ୟାହ୍ନ ସମୟରେ ଘରୁ ବାହାରି ନ ଯିବାକୁ ପରାମର୍ଶ ଦିଆଯାଇଛି। ସ୍ୱାସ୍ଥ୍ୟ ବିଭାଗ ମଧ୍ୟ ପ୍ରସ୍ତୁତ ରହିଛି। (848, 1507, 1118, 1564)
events-listing (8, 140, 1120, 1200)
article-paragraph: ଓଡ଼ିଶାର ଶିଳ୍ପ ଉନ୍ନୟନ ପାଇଁ ରାଜ୍ୟ ସରକାର ନୂଆ ନୀତି ପ୍ରଣୟନ କରିଛନ୍ତି। ଏହି ନୀତି ଅନୁଯାୟୀ ବିନିଯୋଗକାରୀଙ୍କୁ ବିଭିନ୍ନ ସୁବିଧା ପ୍ରଦାନ କରାଯିବ। ମୁଖ୍ୟମନ୍ତ୍ରୀ କହିଛନ୍ତି ଯେ ଏହା ଦ୍ୱାରା ହଜାର ହଜାର ଯୁବକଙ୍କୁ ନିଯୁକ୍ତି ମିଳିବ। (288, 1401, 558, 1500)
section-name: ରାଜ୍ୟ (1250, 6, 1366, 64)
zodiac-entry (1129, 1658, 1469, 1816)
event-item: • ଫୁଲବାଣୀରେ କୃଷି ପ୍ରଦର୍ଶନୀ, ସମୟ: ପୂର୍ବାହ୍ନ ୧୦ଟା (453, 278, 670, 313)
city-heading: ସୁବର୍ଣ୍ଣପୁର (901, 578, 989, 602)
zodiac-separator (1139, 2133, 1459, 2134)
event-item: • ଶବର ଶ୍ରୀକ୍ଷେତ୍ରରେ ବିଶେଷ ନୀତି, ସମୟ: ସକାଳ ୭ଟା (675, 366, 892, 401)
cmyk-dots (262, 2314, 314, 2330)
masthead (0, 0, 1476, 80)
zodiac-badge (1137, 1838, 1207, 1922)
zodiac-prediction: ମାନସିକ ଶାନ୍ତି ମିଳିବ। ଅଟକି ରହିଥିବା କାମ ସମ୍ପୂର୍ଣ୍ଣ ହେବ। ସନ୍ତାନଙ୍କ ପାଇଁ ଚିନ୍ତା ରହିପାରେ। ଧାର୍ମିକ କାର୍ଯ୍ୟରେ ମନ ଲାଗିବ। (1213, 716, 1450, 768)
zodiac-badge (1137, 1364, 1207, 1448)
city-heading: ଝାରସୁଗୁଡ଼ା (901, 232, 983, 256)
headline-parents[interactable]: ମା’ବାପା, ଭଉଣୀଙ୍କୁ... (288, 1645, 492, 1670)
zodiac-entry (1129, 1500, 1469, 1658)
city-heading: କେନ୍ଦୁଝର (235, 492, 304, 516)
zodiac-prediction: ଭାଗ୍ୟ ସାଥ ଦେବ। ଉଚ୍ଚ ଶିକ୍ଷା ପାଇଁ ସୁଯୋଗ ମିଳିବ। ପରିବାରରେ ମଙ୍ଗଳ କାର୍ଯ୍ୟ ହେବ। (1213, 1506, 1437, 1539)
aries-icon: ♈ (1143, 284, 1201, 342)
city-heading: ପୁରୀ (12, 626, 47, 650)
zodiac-name: ବୃଷ (1137, 416, 1207, 438)
event-item: • ମାଁ ମାଝିଘରିଆଣୀ ମନ୍ଦିରରେ ପୂଜା, ସମୟ: ସକାଳ ୬ଟା (675, 174, 892, 209)
event-item: • ବଳଦେବଜୀଉ ମନ୍ଦିରରେ ଭାଗବତ ପାଠ, ସମୟ: ସନ୍ଧ୍ୟା ୭ଟା (453, 660, 670, 695)
